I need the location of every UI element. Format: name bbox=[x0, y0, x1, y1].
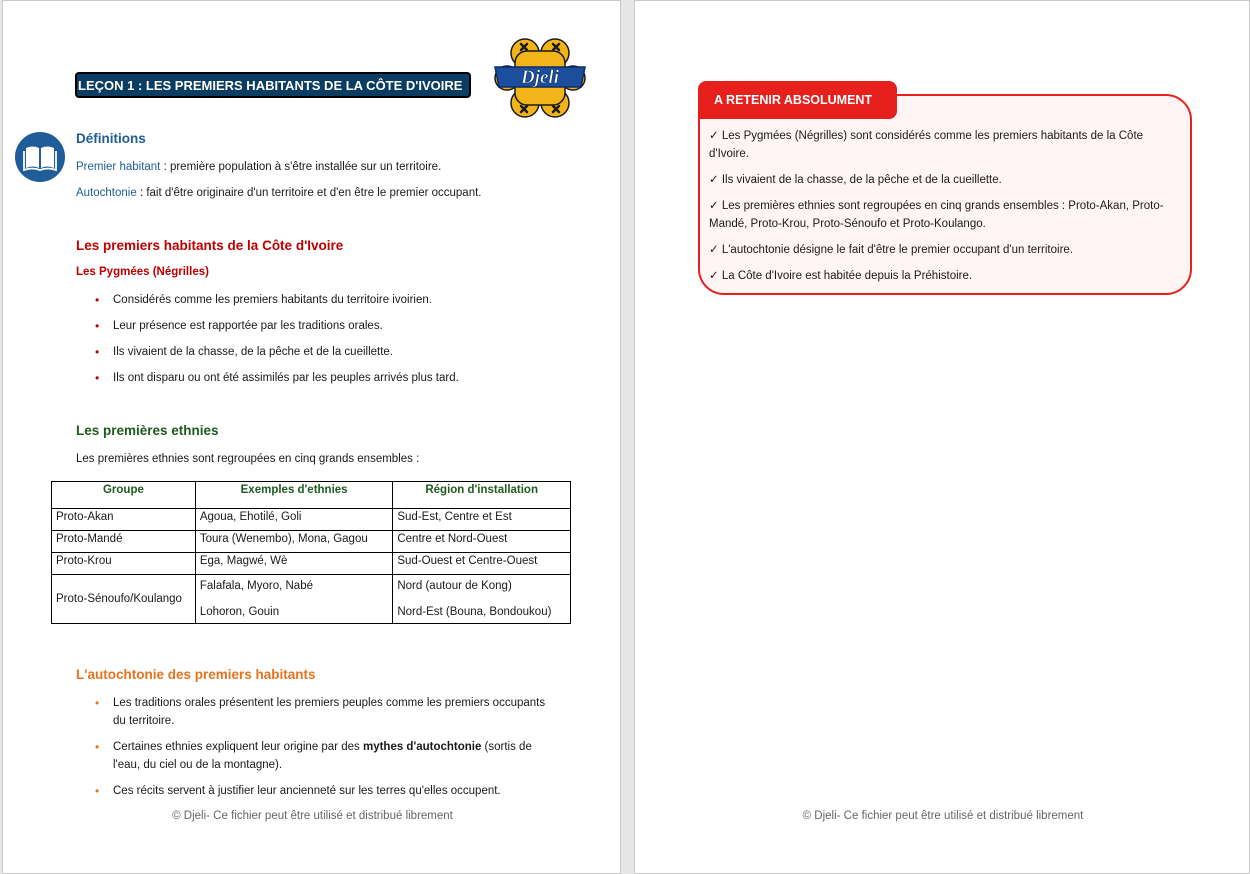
table-cell: Toura (Wenembo), Mona, Gagou bbox=[195, 531, 393, 553]
retain-item: ✓ L'autochtonie désigne le fait d'être le premier occupant d'un territoire. bbox=[709, 244, 1073, 256]
table-cell: Ega, Magwé, Wè bbox=[195, 553, 393, 575]
retain-item: ✓ Les premières ethnies sont regroupées en cinq grands ensembles : Proto-Akan, Proto-Mandé, Proto-Krou, Proto-Sénoufo et Proto-Koulango. bbox=[709, 200, 1164, 230]
logo-text: Djeli bbox=[521, 67, 559, 88]
table-cell bbox=[195, 575, 393, 624]
page-footer: © Djeli- Ce fichier peut être utilisé et distribué librement bbox=[802, 810, 1084, 822]
table-cell: Sud-Ouest et Centre-Ouest bbox=[393, 553, 571, 575]
table-cell: Proto-Akan bbox=[52, 509, 196, 531]
lesson-title: LEÇON 1 : LES PREMIERS HABITANTS DE LA CÔTE D'IVOIRE bbox=[75, 72, 471, 98]
retain-item: ✓ La Côte d'Ivoire est habitée depuis la Préhistoire. bbox=[709, 270, 973, 282]
list-item bbox=[76, 738, 546, 774]
table-row bbox=[52, 509, 571, 531]
retain-box bbox=[698, 94, 1192, 295]
definition-term: Autochtonie bbox=[76, 187, 137, 199]
definitions-heading: Définitions bbox=[76, 131, 146, 146]
section3-heading: L'autochtonie des premiers habitants bbox=[76, 667, 316, 682]
section1-subheading: Les Pygmées (Négrilles) bbox=[76, 266, 209, 278]
list-item: • Ils ont disparu ou ont été assimilés par les peuples arrivés plus tard. bbox=[76, 369, 556, 387]
definition-term: Premier habitant bbox=[76, 161, 161, 173]
retain-title: A RETENIR ABSOLUMENT bbox=[698, 81, 897, 119]
section2-heading: Les premières ethnies bbox=[76, 423, 219, 438]
definition-text: : première population à s'être installée sur un territoire. bbox=[160, 161, 442, 173]
list-item-bold-text: mythes d'autochtonie bbox=[362, 741, 482, 753]
table-row bbox=[52, 531, 571, 553]
table-row bbox=[52, 575, 571, 624]
table-header-row bbox=[52, 482, 571, 509]
table-row bbox=[52, 553, 571, 575]
document-page-1 bbox=[2, 0, 621, 874]
table-cell: Centre et Nord-Ouest bbox=[393, 531, 571, 553]
ethnies-table bbox=[51, 481, 571, 624]
definition-item bbox=[76, 158, 441, 176]
list-item-text: Certaines ethnies expliquent leur origine par des bbox=[113, 741, 363, 753]
table-header-cell: Région d'installation bbox=[393, 482, 571, 509]
table-cell: Sud-Est, Centre et Est bbox=[393, 509, 571, 531]
cell-line: Lohoron, Gouin bbox=[199, 606, 280, 618]
table-header-cell: Exemples d'ethnies bbox=[195, 482, 393, 509]
book-icon bbox=[14, 131, 66, 183]
cell-line: Nord (autour de Kong) bbox=[397, 580, 512, 592]
autochtonie-bullet-list bbox=[76, 694, 546, 808]
list-item: • Les traditions orales présentent les premiers peuples comme les premiers occupants du territoire. bbox=[76, 694, 546, 730]
section1-heading: Les premiers habitants de la Côte d'Ivoire bbox=[76, 238, 344, 253]
list-item: • Considérés comme les premiers habitants du territoire ivoirien. bbox=[76, 291, 556, 309]
document-page-2 bbox=[634, 0, 1250, 874]
table-cell: Proto-Sénoufo/Koulango bbox=[52, 575, 196, 624]
retain-item: ✓ Ils vivaient de la chasse, de la pêche et de la cueillette. bbox=[709, 174, 1002, 186]
definition-text: : fait d'être originaire d'un territoire et d'en être le premier occupant. bbox=[136, 187, 482, 199]
cell-line: Nord-Est (Bouna, Bondoukou) bbox=[397, 606, 552, 618]
section2-intro: Les premières ethnies sont regroupées en cinq grands ensembles : bbox=[76, 453, 420, 465]
table-cell: Agoua, Ehotilé, Goli bbox=[195, 509, 393, 531]
table-header-cell: Groupe bbox=[52, 482, 196, 509]
table-cell: Proto-Mandé bbox=[52, 531, 196, 553]
cell-line: Falafala, Myoro, Nabé bbox=[199, 580, 313, 592]
table-cell bbox=[393, 575, 571, 624]
list-item-text: (sortis de l'eau, du ciel ou de la montagne). bbox=[113, 741, 532, 771]
list-item: • Ils vivaient de la chasse, de la pêche et de la cueillette. bbox=[76, 343, 556, 361]
table-cell: Proto-Krou bbox=[52, 553, 196, 575]
list-item: • Leur présence est rapportée par les traditions orales. bbox=[76, 317, 556, 335]
definition-item bbox=[76, 184, 482, 202]
djeli-logo bbox=[491, 35, 589, 121]
list-item: • Ces récits servent à justifier leur ancienneté sur les terres qu'elles occupent. bbox=[76, 782, 546, 800]
page-footer: © Djeli- Ce fichier peut être utilisé et distribué librement bbox=[172, 810, 453, 822]
pygmies-bullet-list bbox=[76, 291, 556, 395]
retain-list bbox=[709, 127, 1185, 293]
retain-item: ✓ Les Pygmées (Négrilles) sont considérés comme les premiers habitants de la Côte d'Ivoire. bbox=[709, 130, 1144, 160]
